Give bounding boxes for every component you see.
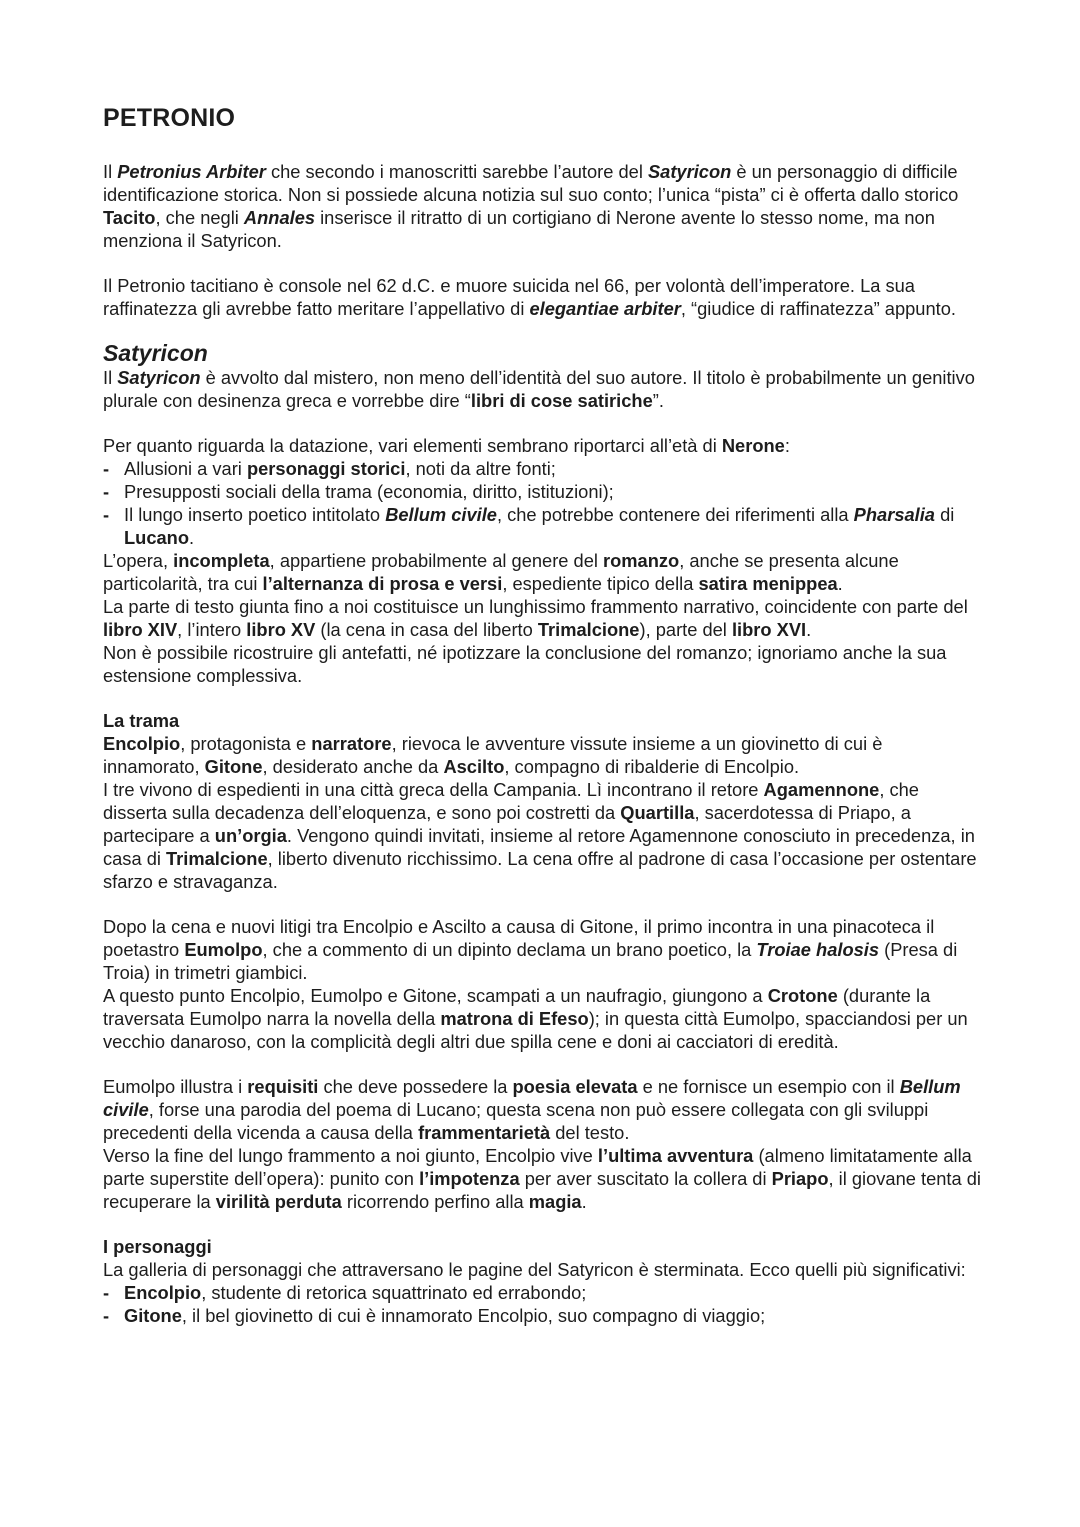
list-item — [103, 1281, 983, 1304]
emphasized-text: libro XV — [246, 619, 316, 640]
text-run: (almeno limitatamente alla parte superstite dell’opera): punito con — [103, 1145, 972, 1189]
emphasized-text: Bellum civile — [385, 504, 497, 525]
text-run: che deve possedere la — [318, 1076, 513, 1097]
emphasized-text: Gitone — [124, 1305, 182, 1326]
text-run: La parte di testo giunta fino a noi costituisce un lunghissimo frammento narrativo, coincidente con parte del — [103, 596, 968, 617]
text-run: Per quanto riguarda la datazione, vari elementi sembrano riportarci all’età di — [103, 435, 722, 456]
trama-paragraph-4 — [103, 984, 983, 1053]
text-run: , il bel giovinetto di cui è innamorato Encolpio, suo compagno di viaggio; — [181, 1305, 766, 1326]
list-item — [103, 480, 983, 503]
emphasized-text: Crotone — [767, 985, 838, 1006]
emphasized-text: elegantiae arbiter — [529, 298, 681, 319]
text-run: . — [837, 573, 843, 594]
intro-paragraph-1 — [103, 160, 983, 252]
text-run: e ne fornisce un esempio con il — [637, 1076, 900, 1097]
text-run: , protagonista e — [180, 733, 312, 754]
text-run: ), parte del — [639, 619, 732, 640]
text-run: , sacerdotessa di Priapo, a partecipare a — [103, 802, 911, 846]
emphasized-text: personaggi storici — [246, 458, 406, 479]
text-run: ); in questa città Eumolpo, spacciandosi per un vecchio danaroso, con la complicità degli altri due spilla cene e doni ai cacciatori di eredità. — [103, 1008, 968, 1052]
emphasized-text: Encolpio — [124, 1282, 202, 1303]
emphasized-text: matrona di Efeso — [440, 1008, 589, 1029]
text-run: : — [784, 435, 790, 456]
text-run: , desiderato anche da — [262, 756, 444, 777]
trama-paragraph-2 — [103, 778, 983, 893]
text-run: di — [934, 504, 955, 525]
text-run: , “giudice di raffinatezza” appunto. — [680, 298, 956, 319]
emphasized-text: l’ultima avventura — [597, 1145, 754, 1166]
text-run: Dopo la cena e nuovi litigi tra Encolpio e Ascilto a causa di Gitone, il primo incontra in una pinacoteca il poetastro — [103, 916, 935, 960]
emphasized-text: narratore — [311, 733, 392, 754]
emphasized-text: Tacito — [103, 207, 156, 228]
text-run: , il giovane tenta di recuperare la — [103, 1168, 981, 1212]
emphasized-text: Annales — [243, 207, 316, 228]
text-run: A questo punto Encolpio, Eumolpo e Gitone, scampati a un naufragio, giungono a — [103, 985, 768, 1006]
emphasized-text: requisiti — [247, 1076, 319, 1097]
emphasized-text: Ascilto — [443, 756, 505, 777]
emphasized-text: frammentarietà — [418, 1122, 551, 1143]
text-run: . — [581, 1191, 587, 1212]
emphasized-text: magia — [528, 1191, 582, 1212]
satyricon-paragraph-3 — [103, 549, 983, 595]
text-run: , che negli — [155, 207, 244, 228]
emphasized-text: Satyricon — [647, 161, 732, 182]
text-run: Eumolpo illustra i — [103, 1076, 248, 1097]
text-run: , compagno di ribalderie di Encolpio. — [504, 756, 800, 777]
text-run: Verso la fine del lungo frammento a noi giunto, Encolpio vive — [103, 1145, 598, 1166]
section-heading-satyricon: Satyricon — [103, 340, 208, 366]
trama-paragraph-5 — [103, 1075, 983, 1144]
text-run: (durante la traversata Eumolpo narra la novella della — [103, 985, 931, 1029]
text-run: del testo. — [550, 1122, 630, 1143]
emphasized-text: romanzo — [603, 550, 680, 571]
personaggi-paragraph-1 — [103, 1258, 983, 1281]
text-run: . — [189, 527, 195, 548]
text-run: , studente di retorica squattrinato ed errabondo; — [201, 1282, 587, 1303]
text-run: , l’intero — [177, 619, 247, 640]
text-run: Allusioni a vari — [124, 458, 247, 479]
text-run: (la cena in casa del liberto — [315, 619, 538, 640]
document-body — [103, 103, 983, 1327]
text-run: , che potrebbe contenere dei riferimenti alla — [496, 504, 854, 525]
satyricon-paragraph-1 — [103, 366, 983, 412]
characters-list — [103, 1281, 983, 1327]
text-run: . — [806, 619, 812, 640]
text-run: è avvolto dal mistero, non meno dell’identità del suo autore. Il titolo è probabilmente un genitivo plurale con desinenza greca e vorrebbe dire “ — [103, 367, 975, 411]
text-run: , espediente tipico della — [502, 573, 699, 594]
text-run: , anche se presenta alcune particolarità, tra cui — [103, 550, 899, 594]
list-item — [103, 457, 983, 480]
emphasized-text: Lucano — [124, 527, 190, 548]
text-run: Presupposti sociali della trama (economia, diritto, istituzioni); — [124, 481, 614, 502]
trama-paragraph-1 — [103, 732, 983, 778]
emphasized-text: Quartilla — [620, 802, 695, 823]
emphasized-text: satira menippea — [698, 573, 838, 594]
list-item — [103, 503, 983, 549]
emphasized-text: Encolpio — [103, 733, 181, 754]
text-run: La galleria di personaggi che attraversano le pagine del Satyricon è sterminata. Ecco quelli più significativi: — [103, 1259, 966, 1280]
emphasized-text: Priapo — [771, 1168, 829, 1189]
emphasized-text: un’orgia — [214, 825, 287, 846]
text-run: Il — [103, 367, 118, 388]
emphasized-text: virilità perduta — [215, 1191, 342, 1212]
intro-paragraph-2 — [103, 274, 983, 320]
text-run: , rievoca le avventure vissute insieme a un giovinetto di cui è innamorato, — [103, 733, 883, 777]
dating-list — [103, 457, 983, 549]
emphasized-text: l’impotenza — [419, 1168, 520, 1189]
page-title: PETRONIO — [103, 104, 236, 132]
text-run: L’opera, — [103, 550, 174, 571]
text-run: I tre vivono di espedienti in una città greca della Campania. Lì incontrano il retore — [103, 779, 764, 800]
text-run: (Presa di Troia) in trimetri giambici. — [103, 939, 958, 983]
emphasized-text: Pharsalia — [853, 504, 935, 525]
text-run: Il — [103, 161, 118, 182]
text-run: , liberto divenuto ricchissimo. La cena offre al padrone di casa l’occasione per ostentare sfarzo e stravaganza. — [103, 848, 977, 892]
section-heading-personaggi: I personaggi — [103, 1236, 212, 1257]
section-heading-trama: La trama — [103, 710, 180, 731]
emphasized-text: poesia elevata — [512, 1076, 638, 1097]
emphasized-text: Agamennone — [763, 779, 880, 800]
text-run: inserisce il ritratto di un cortigiano di Nerone avente lo stesso nome, ma non menziona il Satyricon. — [103, 207, 935, 251]
text-run: , che disserta sulla decadenza dell’eloquenza, e sono poi costretti da — [103, 779, 919, 823]
emphasized-text: Bellum civile — [103, 1076, 961, 1120]
text-run: ricorrendo perfino alla — [341, 1191, 529, 1212]
satyricon-paragraph-2 — [103, 434, 983, 457]
emphasized-text: Nerone — [721, 435, 785, 456]
emphasized-text: Petronius Arbiter — [117, 161, 266, 182]
text-run: ”. — [652, 390, 664, 411]
emphasized-text: libri di cose satiriche — [470, 390, 653, 411]
emphasized-text: Troiae halosis — [756, 939, 880, 960]
emphasized-text: Trimalcione — [166, 848, 268, 869]
text-run: , forse una parodia del poema di Lucano; questa scena non può essere collegata con gli sviluppi precedenti della vicenda a causa della — [103, 1099, 929, 1143]
satyricon-paragraph-4 — [103, 595, 983, 641]
list-item — [103, 1304, 983, 1327]
emphasized-text: Satyricon — [117, 367, 201, 388]
emphasized-text: Eumolpo — [184, 939, 263, 960]
text-run: Il Petronio tacitiano è console nel 62 d.C. e muore suicida nel 66, per volontà dell’imperatore. La sua raffinatezza gli avrebbe fatto meritare l’appellativo di — [103, 275, 915, 319]
emphasized-text: l’alternanza di prosa e versi — [262, 573, 503, 594]
emphasized-text: incompleta — [173, 550, 270, 571]
trama-paragraph-6 — [103, 1144, 983, 1213]
emphasized-text: Gitone — [204, 756, 263, 777]
text-run: , che a commento di un dipinto declama un brano poetico, la — [262, 939, 757, 960]
emphasized-text: Trimalcione — [537, 619, 640, 640]
text-run: è un personaggio di difficile identificazione storica. Non si possiede alcuna notizia sul suo conto; l’unica “pista” ci è offerta dallo storico — [103, 161, 959, 205]
emphasized-text: libro XIV — [103, 619, 178, 640]
trama-paragraph-3 — [103, 915, 983, 984]
emphasized-text: libro XVI — [731, 619, 807, 640]
text-run: . Vengono quindi invitati, insieme al retore Agamennone conosciuto in precedenza, in casa di — [103, 825, 975, 869]
text-run: per aver suscitato la collera di — [519, 1168, 772, 1189]
satyricon-paragraph-5 — [103, 641, 983, 687]
text-run: Il lungo inserto poetico intitolato — [124, 504, 386, 525]
text-run: che secondo i manoscritti sarebbe l’autore del — [265, 161, 648, 182]
text-run: Non è possibile ricostruire gli antefatti, né ipotizzare la conclusione del romanzo; ignoriamo anche la sua estensione complessiva. — [103, 642, 947, 686]
text-run: , noti da altre fonti; — [405, 458, 556, 479]
text-run: , appartiene probabilmente al genere del — [269, 550, 604, 571]
